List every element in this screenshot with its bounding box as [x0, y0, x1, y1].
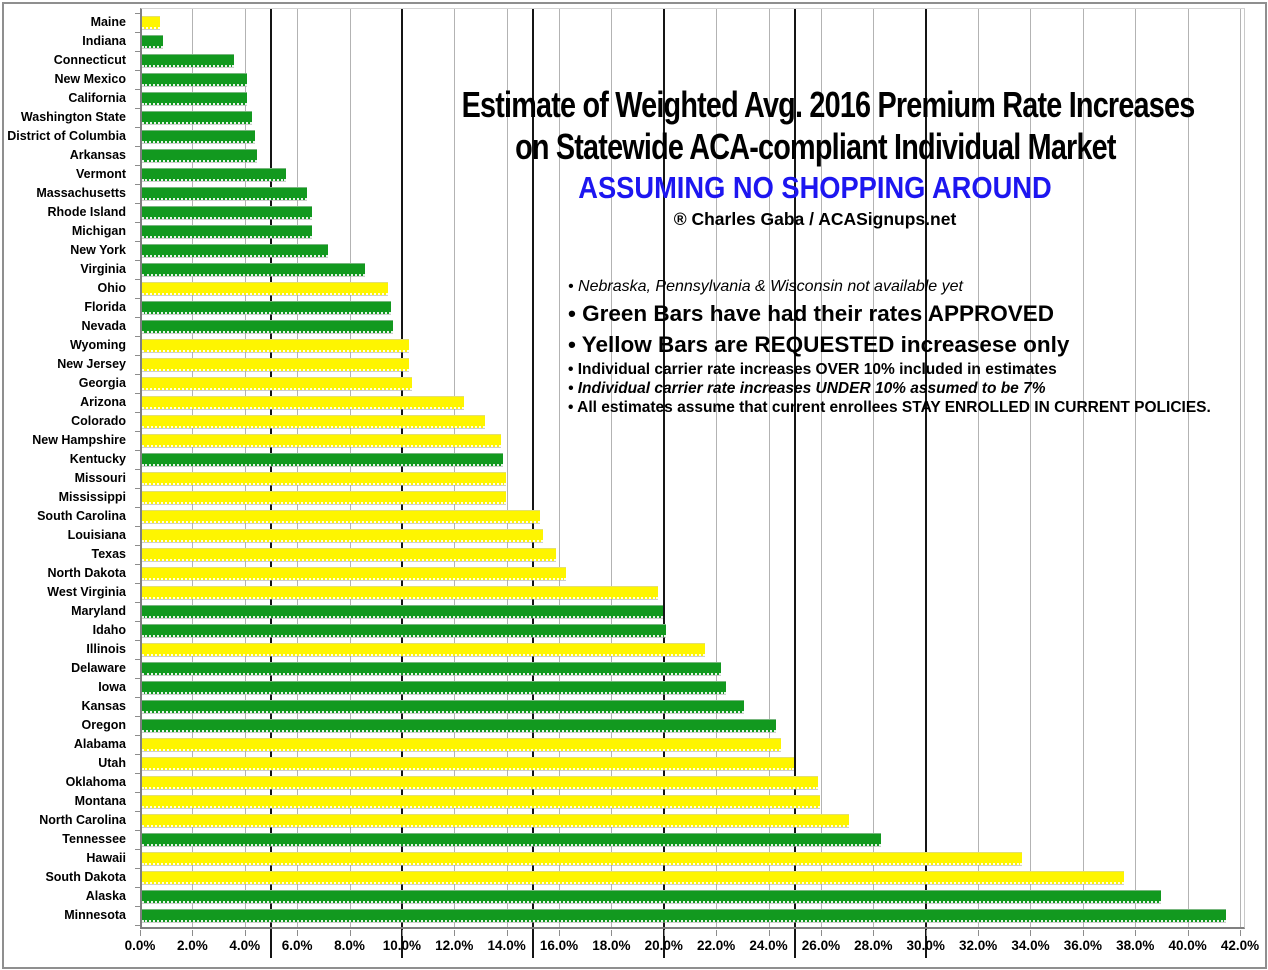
bar-minnesota: [142, 909, 1226, 922]
state-label-massachusetts: Massachusetts: [36, 186, 126, 200]
bar-utah: [142, 757, 794, 770]
bar-iowa: [142, 681, 726, 694]
bar-idaho: [142, 624, 666, 637]
chart-credit: ® Charles Gaba / ACASignups.net: [673, 209, 957, 229]
x-axis-tick-42pct: [1240, 930, 1241, 936]
state-label-washington-state: Washington State: [20, 110, 126, 124]
bar-delaware: [142, 662, 721, 675]
x-tick-label-20pct: 20.0%: [644, 938, 683, 953]
state-label-minnesota: Minnesota: [64, 908, 126, 922]
state-label-kansas: Kansas: [81, 699, 126, 713]
bar-connecticut: [142, 54, 234, 67]
x-axis-tick-22pct: [716, 930, 717, 936]
x-tick-label-26pct: 26.0%: [801, 938, 841, 953]
x-axis-tick-30pct: [926, 930, 927, 936]
bar-massachusetts: [142, 187, 307, 200]
y-axis-tick: [135, 431, 140, 432]
state-label-hawaii: Hawaii: [86, 851, 126, 865]
state-label-florida: Florida: [84, 300, 126, 314]
note-line-3: • Individual carrier rate increases OVER 10% included in estimates: [568, 361, 1057, 378]
x-axis-tick-4pct: [245, 930, 246, 936]
state-label-new-hampshire: New Hampshire: [32, 433, 126, 447]
y-axis-tick: [135, 659, 140, 660]
bar-new-hampshire: [142, 434, 501, 447]
state-label-arkansas: Arkansas: [69, 148, 126, 162]
state-label-wyoming: Wyoming: [69, 338, 126, 352]
bar-wyoming: [142, 339, 409, 352]
x-axis-tick-10pct: [402, 930, 403, 936]
state-label-connecticut: Connecticut: [53, 53, 126, 67]
note-line-2: • Yellow Bars are REQUESTED increasese only: [568, 332, 1070, 357]
y-axis-tick: [135, 621, 140, 622]
state-label-oregon: Oregon: [81, 718, 126, 732]
y-axis-tick: [135, 735, 140, 736]
state-label-virginia: Virginia: [80, 262, 126, 276]
bar-nevada: [142, 320, 393, 333]
y-axis-tick: [135, 260, 140, 261]
y-axis-tick: [135, 412, 140, 413]
bar-kentucky: [142, 453, 503, 466]
bar-illinois: [142, 643, 705, 656]
state-label-arizona: Arizona: [80, 395, 126, 409]
state-label-south-dakota: South Dakota: [45, 870, 126, 884]
chart-subtitle-text: ASSUMING NO SHOPPING AROUND: [578, 170, 1052, 205]
y-axis-tick: [135, 469, 140, 470]
x-axis-tick-32pct: [978, 930, 979, 936]
y-axis-tick: [135, 336, 140, 337]
chart-title-line2-text: on Statewide ACA-compliant Individual Market: [514, 126, 1116, 167]
x-tick-label-28pct: 28.0%: [854, 938, 893, 953]
state-label-montana: Montana: [74, 794, 126, 808]
x-axis-tick-34pct: [1030, 930, 1031, 936]
bar-oklahoma: [142, 776, 818, 789]
y-axis-tick: [135, 868, 140, 869]
y-axis-tick: [135, 488, 140, 489]
state-label-georgia: Georgia: [78, 376, 126, 390]
x-tick-label-0pct: 0.0%: [124, 938, 156, 953]
bar-maine: [142, 16, 160, 29]
x-tick-label-32pct: 32.0%: [958, 938, 998, 953]
state-label-colorado: Colorado: [71, 414, 126, 428]
y-axis-tick: [135, 906, 140, 907]
state-label-oklahoma: Oklahoma: [65, 775, 126, 789]
note-line-1: • Green Bars have had their rates APPROVED: [568, 301, 1054, 326]
bar-arkansas: [142, 149, 257, 162]
y-axis-tick: [135, 393, 140, 394]
state-label-idaho: Idaho: [92, 623, 126, 637]
y-axis-tick: [135, 830, 140, 831]
state-label-maine: Maine: [90, 15, 126, 29]
bar-alabama: [142, 738, 781, 751]
chart-title-block: [370, 84, 1260, 230]
state-label-utah: Utah: [98, 756, 126, 770]
x-tick-label-24pct: 24.0%: [749, 938, 788, 953]
x-tick-label-22pct: 22.0%: [697, 938, 736, 953]
y-axis-tick: [135, 887, 140, 888]
state-label-tennessee: Tennessee: [62, 832, 126, 846]
state-label-ohio: Ohio: [97, 281, 126, 295]
bar-rhode-island: [142, 206, 312, 219]
chart-title-line1: [370, 84, 1260, 126]
x-tick-label-4pct: 4.0%: [229, 938, 261, 953]
y-axis-tick: [135, 602, 140, 603]
bar-texas: [142, 548, 556, 561]
chart-subtitle: [370, 170, 1260, 206]
y-axis-tick: [135, 374, 140, 375]
y-axis-tick: [135, 146, 140, 147]
note-line-4: • Individual carrier rate increases UNDER 10% assumed to be 7%: [568, 380, 1046, 397]
x-tick-label-36pct: 36.0%: [1063, 938, 1102, 953]
bar-tennessee: [142, 833, 881, 846]
y-axis-tick: [135, 355, 140, 356]
y-axis-tick: [135, 811, 140, 812]
state-label-vermont: Vermont: [75, 167, 126, 181]
y-axis-tick: [135, 678, 140, 679]
state-label-missouri: Missouri: [74, 471, 126, 485]
x-axis-tick-8pct: [350, 930, 351, 936]
x-axis-tick-38pct: [1135, 930, 1136, 936]
bar-vermont: [142, 168, 286, 181]
bar-georgia: [142, 377, 412, 390]
x-tick-label-16pct: 16.0%: [539, 938, 579, 953]
y-axis-tick: [135, 298, 140, 299]
x-tick-label-2pct: 2.0%: [176, 938, 208, 953]
state-label-rhode-island: Rhode Island: [47, 205, 126, 219]
state-label-district-of-columbia: District of Columbia: [7, 129, 126, 143]
x-tick-label-10pct: 10.0%: [382, 938, 422, 953]
bar-florida: [142, 301, 391, 314]
bar-north-carolina: [142, 814, 849, 827]
x-axis-tick-28pct: [873, 930, 874, 936]
y-axis-tick: [135, 526, 140, 527]
y-axis-tick: [135, 127, 140, 128]
y-axis-tick: [135, 203, 140, 204]
x-axis-tick-0pct: [140, 930, 141, 936]
x-tick-label-18pct: 18.0%: [592, 938, 631, 953]
y-axis-tick: [135, 697, 140, 698]
bar-washington-state: [142, 111, 252, 124]
note-line-5: • All estimates assume that current enrollees STAY ENROLLED IN CURRENT POLICIES.: [568, 399, 1211, 416]
x-axis-tick-40pct: [1188, 930, 1189, 936]
x-axis-tick-20pct: [664, 930, 665, 936]
bar-maryland: [142, 605, 663, 618]
state-label-indiana: Indiana: [82, 34, 126, 48]
state-label-nevada: Nevada: [81, 319, 126, 333]
bar-new-mexico: [142, 73, 247, 86]
y-axis-tick: [135, 716, 140, 717]
state-label-mississippi: Mississippi: [58, 490, 126, 504]
chart-title-line1-text: Estimate of Weighted Avg. 2016 Premium Rate Increases: [461, 84, 1195, 125]
x-axis-tick-14pct: [507, 930, 508, 936]
bar-louisiana: [142, 529, 543, 542]
state-label-new-jersey: New Jersey: [57, 357, 126, 371]
y-axis-tick: [135, 184, 140, 185]
y-axis-tick: [135, 222, 140, 223]
x-tick-label-6pct: 6.0%: [281, 938, 313, 953]
y-axis-tick: [135, 773, 140, 774]
x-tick-label-38pct: 38.0%: [1116, 938, 1155, 953]
x-tick-label-14pct: 14.0%: [487, 938, 526, 953]
y-axis-tick: [135, 108, 140, 109]
bar-ohio: [142, 282, 388, 295]
bar-hawaii: [142, 852, 1022, 865]
y-axis-tick: [135, 754, 140, 755]
bar-california: [142, 92, 247, 105]
state-label-new-mexico: New Mexico: [54, 72, 126, 86]
x-axis-tick-24pct: [769, 930, 770, 936]
y-axis-tick: [135, 165, 140, 166]
y-axis-tick: [135, 13, 140, 14]
annotation-notes: [568, 276, 1258, 417]
state-label-west-virginia: West Virginia: [47, 585, 126, 599]
bar-virginia: [142, 263, 365, 276]
state-label-north-carolina: North Carolina: [39, 813, 126, 827]
x-tick-label-12pct: 12.0%: [435, 938, 474, 953]
bar-montana: [142, 795, 820, 808]
y-axis-tick: [135, 925, 140, 926]
y-axis-tick: [135, 507, 140, 508]
x-tick-label-40pct: 40.0%: [1168, 938, 1207, 953]
y-axis-tick: [135, 279, 140, 280]
x-tick-label-30pct: 30.0%: [906, 938, 945, 953]
bar-north-dakota: [142, 567, 566, 580]
y-axis-tick: [135, 640, 140, 641]
note-line-0: • Nebraska, Pennsylvania & Wisconsin not available yet: [568, 278, 963, 295]
bar-indiana: [142, 35, 163, 48]
x-tick-label-8pct: 8.0%: [334, 938, 365, 953]
y-axis-tick: [135, 241, 140, 242]
state-label-iowa: Iowa: [98, 680, 126, 694]
y-axis-tick: [135, 51, 140, 52]
bar-south-dakota: [142, 871, 1124, 884]
state-label-delaware: Delaware: [71, 661, 126, 675]
state-label-maryland: Maryland: [71, 604, 126, 618]
x-axis-tick-2pct: [192, 930, 193, 936]
y-axis-tick: [135, 564, 140, 565]
state-label-north-dakota: North Dakota: [47, 566, 126, 580]
state-label-south-carolina: South Carolina: [37, 509, 126, 523]
state-label-louisiana: Louisiana: [67, 528, 126, 542]
y-axis-tick: [135, 450, 140, 451]
bar-mississippi: [142, 491, 506, 504]
x-axis-tick-6pct: [297, 930, 298, 936]
x-axis-tick-18pct: [611, 930, 612, 936]
state-label-michigan: Michigan: [71, 224, 126, 238]
bar-michigan: [142, 225, 312, 238]
x-tick-label-34pct: 34.0%: [1011, 938, 1050, 953]
bar-oregon: [142, 719, 776, 732]
y-axis-tick: [135, 583, 140, 584]
bar-colorado: [142, 415, 485, 428]
bar-missouri: [142, 472, 506, 485]
y-axis-tick: [135, 89, 140, 90]
y-axis-tick: [135, 70, 140, 71]
y-axis-tick: [135, 792, 140, 793]
state-label-alabama: Alabama: [73, 737, 126, 751]
chart-title-line2: [370, 126, 1260, 168]
y-axis-tick: [135, 32, 140, 33]
state-label-california: California: [68, 91, 126, 105]
bar-new-york: [142, 244, 328, 257]
y-axis-tick: [135, 849, 140, 850]
x-tick-label-42pct: 42.0%: [1220, 938, 1260, 953]
bar-new-jersey: [142, 358, 409, 371]
x-axis-tick-12pct: [454, 930, 455, 936]
bar-arizona: [142, 396, 464, 409]
state-label-kentucky: Kentucky: [69, 452, 126, 466]
x-axis-tick-16pct: [559, 930, 560, 936]
bar-district-of-columbia: [142, 130, 255, 143]
y-axis-tick: [135, 545, 140, 546]
x-axis-tick-36pct: [1083, 930, 1084, 936]
state-label-texas: Texas: [91, 547, 126, 561]
state-label-new-york: New York: [70, 243, 126, 257]
state-label-alaska: Alaska: [85, 889, 126, 903]
bar-alaska: [142, 890, 1161, 903]
state-label-illinois: Illinois: [86, 642, 126, 656]
y-axis-tick: [135, 317, 140, 318]
bar-west-virginia: [142, 586, 658, 599]
bar-south-carolina: [142, 510, 540, 523]
bar-kansas: [142, 700, 744, 713]
x-axis-tick-26pct: [821, 930, 822, 936]
